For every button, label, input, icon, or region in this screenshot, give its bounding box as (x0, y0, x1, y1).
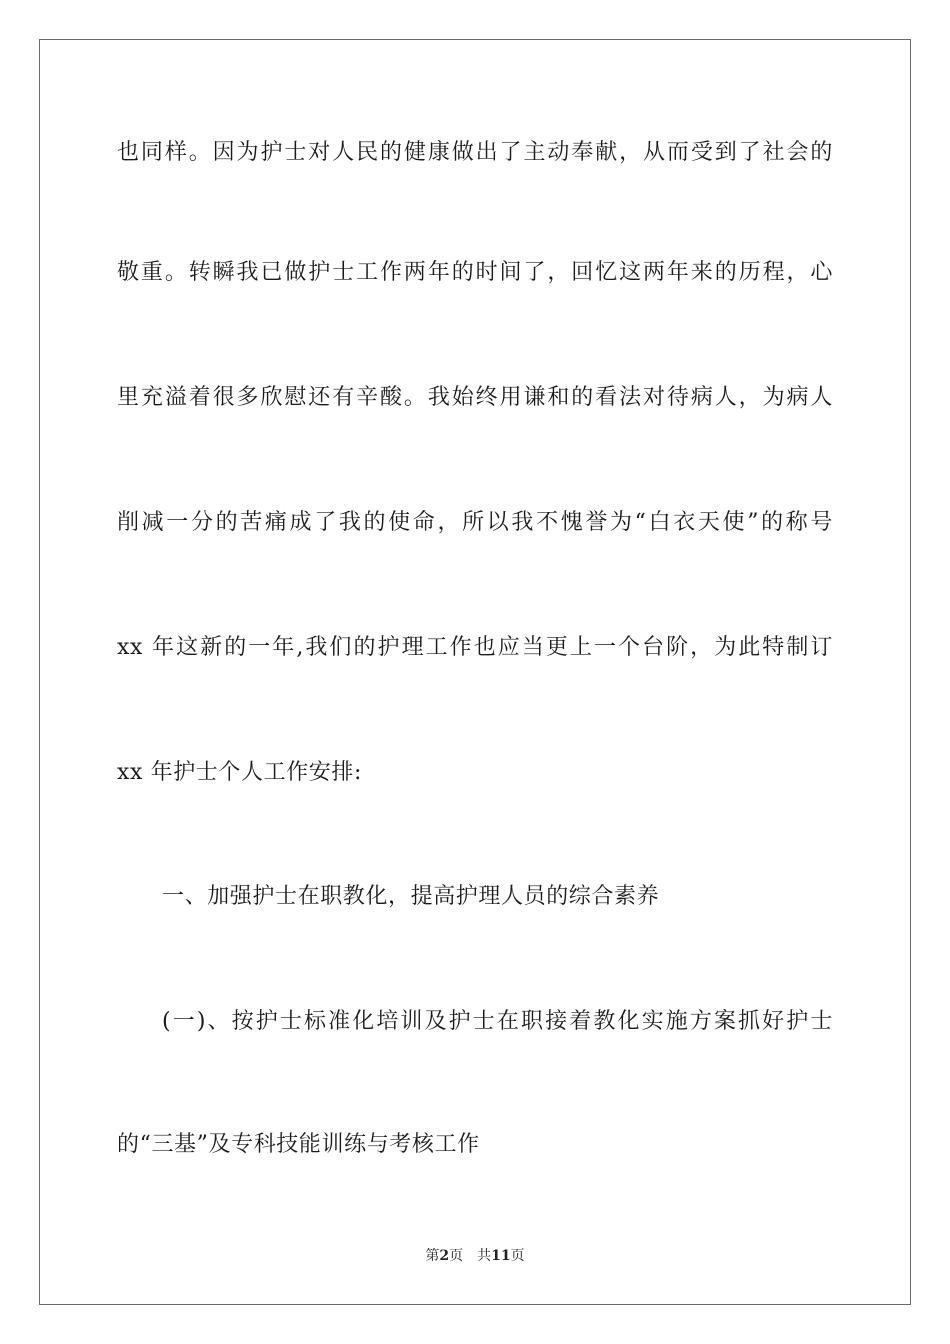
body-line-3: 里充溢着很多欣慰还有辛酸。我始终用谦和的看法对待病人，为病人 (117, 385, 833, 410)
footer-total-pages: 11 (491, 1248, 511, 1264)
page-border (39, 39, 911, 1305)
body-line-1: 也同样。因为护士对人民的健康做出了主动奉献，从而受到了社会的 (117, 140, 833, 165)
body-line-6: xx 年护士个人工作安排: (117, 760, 363, 785)
footer-page-prefix: 第 (425, 1248, 440, 1264)
subsection-line-1: (一)、按护士标准化培训及护士在职接着教化实施方案抓好护士 (162, 1009, 833, 1034)
footer-page-suffix: 页 (449, 1248, 464, 1264)
section-heading: 一、加强护士在职教化，提高护理人员的综合素养 (162, 884, 660, 909)
body-line-4: 削减一分的苦痛成了我的使命，所以我不愧誉为“白衣天使”的称号 (117, 510, 833, 535)
footer-page-number: 2 (439, 1248, 450, 1264)
body-line-5: xx 年这新的一年,我们的护理工作也应当更上一个台阶，为此特制订 (117, 635, 833, 660)
footer-total-prefix: 共 (477, 1248, 492, 1264)
page-footer (0, 1247, 950, 1265)
subsection-line-2: 的“三基”及专科技能训练与考核工作 (117, 1132, 480, 1157)
footer-total-suffix: 页 (510, 1248, 525, 1264)
body-line-2: 敬重。转瞬我已做护士工作两年的时间了，回忆这两年来的历程，心 (117, 260, 833, 285)
